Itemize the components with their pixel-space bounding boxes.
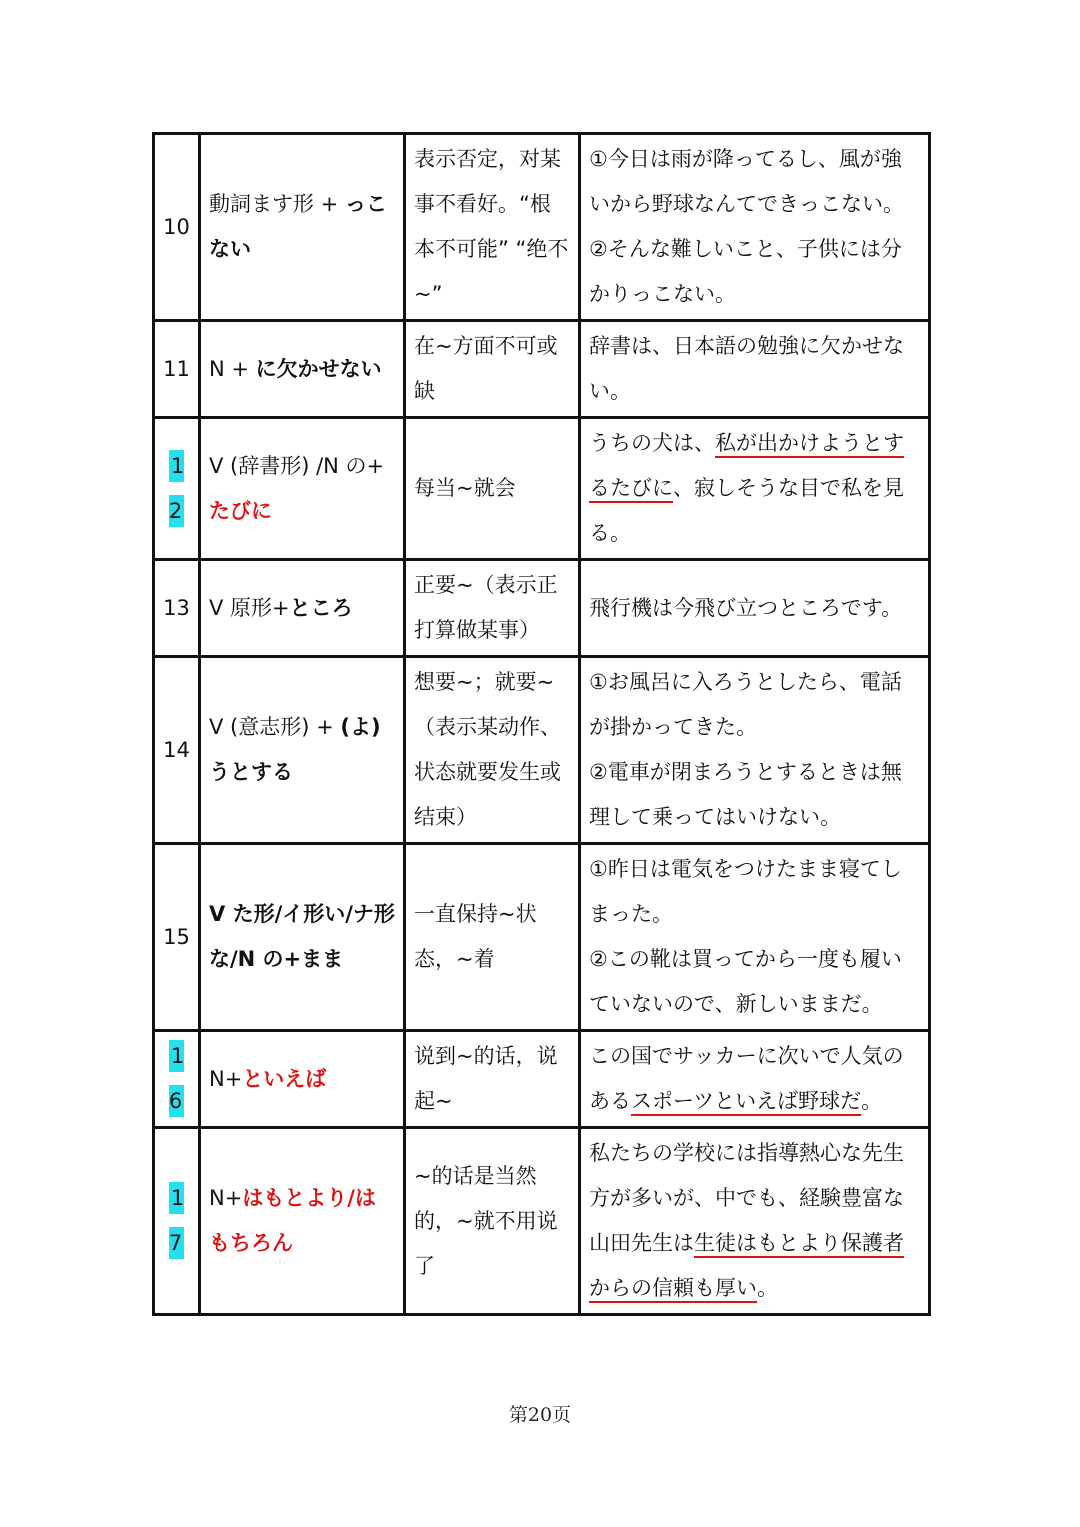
row-number: 17 (154, 1128, 200, 1315)
grammar-pattern: V 原形+ところ (200, 560, 405, 657)
row-number: 12 (154, 418, 200, 560)
grammar-pattern: N+はもとより/はもちろん (200, 1128, 405, 1315)
example-cell: ①昨日は電気をつけたまま寝てしまった。 ②この靴は買ってから一度も履いていないので、新しいままだ。 (580, 844, 930, 1031)
row-number: 11 (154, 321, 200, 418)
meaning-cell: 表示否定，对某事不看好。“根本不可能” “绝不~” (405, 134, 580, 321)
table-row (154, 844, 930, 1031)
meaning-cell: ~的话是当然的，~就不用说了 (405, 1128, 580, 1315)
grammar-pattern: V た形/イ形い/ナ形な/N の+まま (200, 844, 405, 1031)
example-cell: ①今日は雨が降ってるし、風が強いから野球なんてできっこない。 ②そんな難しいこと、子供には分かりっこない。 (580, 134, 930, 321)
example-cell: 飛行機は今飛び立つところです。 (580, 560, 930, 657)
table-row (154, 134, 930, 321)
row-number: 10 (154, 134, 200, 321)
meaning-cell: 说到~的话，说起~ (405, 1031, 580, 1128)
table-row (154, 1128, 930, 1315)
row-number: 13 (154, 560, 200, 657)
grammar-pattern: V (意志形) + (よ)うとする (200, 657, 405, 844)
example-cell: 辞書は、日本語の勉強に欠かせない。 (580, 321, 930, 418)
row-number: 15 (154, 844, 200, 1031)
meaning-cell: 在~方面不可或缺 (405, 321, 580, 418)
example-cell: ①お風呂に入ろうとしたら、電話が掛かってきた。 ②電車が閉まろうとするときは無理して乗ってはいけない。 (580, 657, 930, 844)
meaning-cell: 一直保持~状态，~着 (405, 844, 580, 1031)
row-number: 14 (154, 657, 200, 844)
example-cell: 私たちの学校には指導熱心な先生方が多いが、中でも、経験豊富な山田先生は生徒はもとより保護者からの信頼も厚い。 (580, 1128, 930, 1315)
meaning-cell: 想要~；就要~（表示某动作、状态就要发生或结束） (405, 657, 580, 844)
example-cell: うちの犬は、私が出かけようとするたびに、寂しそうな目で私を見る。 (580, 418, 930, 560)
table-row (154, 321, 930, 418)
row-number: 16 (154, 1031, 200, 1128)
table-row (154, 657, 930, 844)
grammar-pattern: N + に欠かせない (200, 321, 405, 418)
grammar-table (152, 132, 931, 1316)
table-row (154, 1031, 930, 1128)
meaning-cell: 每当~就会 (405, 418, 580, 560)
example-cell: この国でサッカーに次いで人気のあるスポーツといえば野球だ。 (580, 1031, 930, 1128)
grammar-pattern: 動詞ます形 + っこない (200, 134, 405, 321)
table-row (154, 560, 930, 657)
grammar-pattern: V (辞書形) /N の+ たびに (200, 418, 405, 560)
page-number: 第20页 (508, 1404, 572, 1426)
meaning-cell: 正要~（表示正打算做某事） (405, 560, 580, 657)
table-row (154, 418, 930, 560)
grammar-pattern: N+といえば (200, 1031, 405, 1128)
